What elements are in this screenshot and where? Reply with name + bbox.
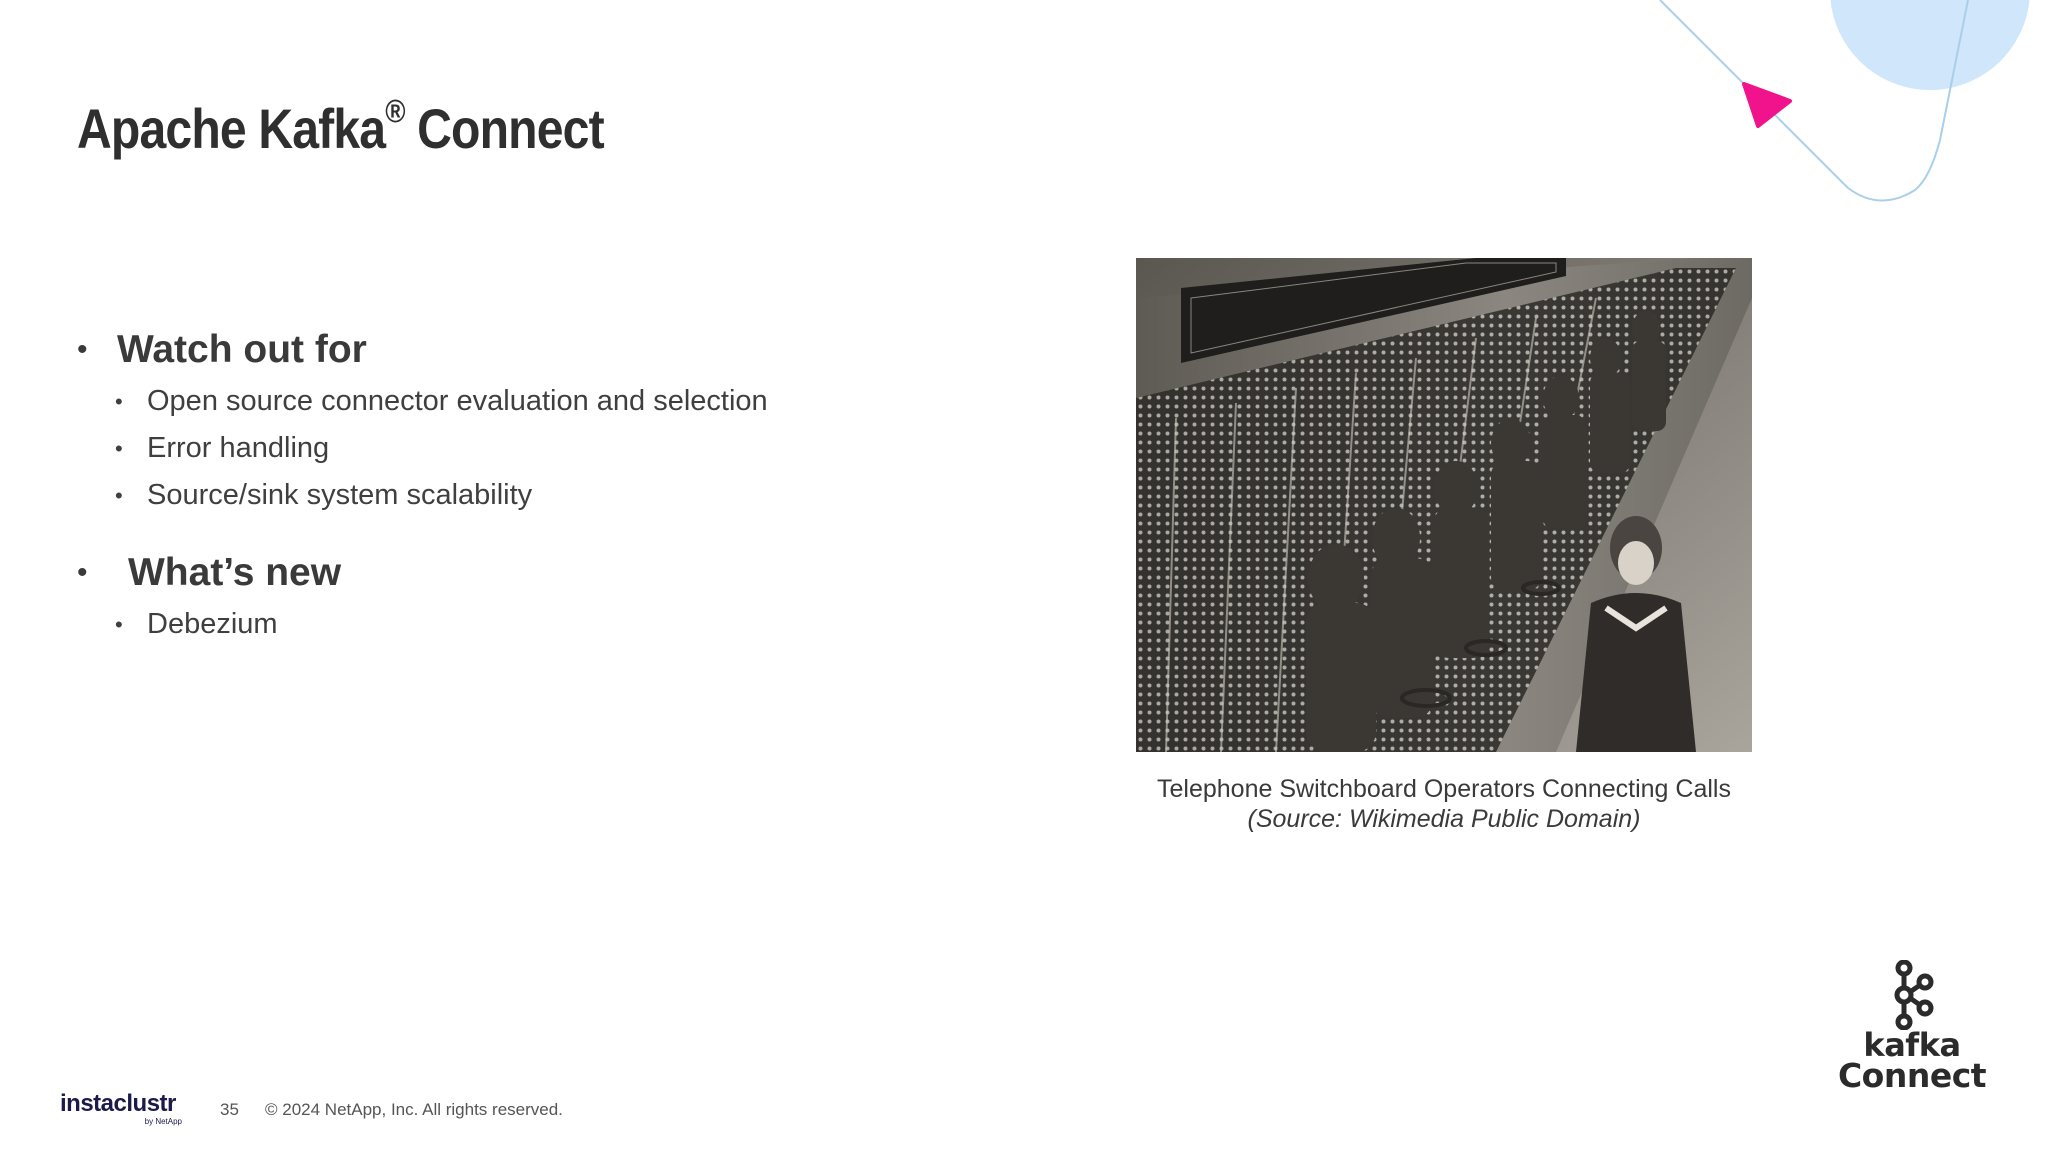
bullet-list (77, 322, 977, 648)
kafka-wordmark: kafka (1863, 1026, 1961, 1064)
kafka-nodes-icon (1889, 960, 1935, 1030)
switchboard-illustration (1136, 258, 1752, 752)
sub-bullet-list (77, 601, 977, 648)
switchboard-photo (1136, 258, 1752, 752)
sub-bullet-list (77, 378, 977, 519)
bullet-dot: • (115, 483, 123, 508)
logo-wordmark: instaclustr (60, 1090, 176, 1117)
page-title (77, 93, 604, 161)
page-number: 35 (220, 1100, 239, 1119)
bullet-whats-new (77, 545, 977, 601)
registered-mark: ® (385, 93, 405, 130)
kafka-connect-logo (1832, 960, 1992, 1110)
bullet-dot: • (77, 333, 88, 366)
caption-source: (Source: Wikimedia Public Domain) (1247, 805, 1641, 833)
light-blue-circle (1830, 0, 2030, 90)
image-caption (1136, 774, 1752, 834)
bullet-dot: • (115, 436, 123, 461)
list-item-text: Error handling (147, 432, 330, 464)
caption-title: Telephone Switchboard Operators Connecting Calls (1157, 775, 1731, 803)
list-item (77, 425, 977, 472)
title-text: Apache Kafka (77, 97, 386, 160)
play-triangle-icon (1744, 84, 1790, 126)
instaclustr-logo (60, 1092, 186, 1128)
list-item-text: Source/sink system scalability (147, 479, 533, 511)
list-item (77, 472, 977, 519)
list-item (77, 601, 977, 648)
bullet-dot: • (115, 389, 123, 414)
list-item (77, 378, 977, 425)
bullet-dot: • (115, 612, 123, 637)
list-item-text: Debezium (147, 608, 278, 640)
copyright-text: © 2024 NetApp, Inc. All rights reserved. (265, 1100, 563, 1119)
bullet-watch-out (77, 322, 977, 378)
list-item-text: Open source connector evaluation and selection (147, 385, 768, 417)
logo-subtext: by NetApp (144, 1117, 182, 1126)
title-text-rest: Connect (404, 97, 604, 160)
connect-wordmark: Connect (1837, 1056, 1987, 1095)
bullet-dot: • (77, 556, 88, 589)
decorative-line (1660, 0, 1968, 201)
bullet-heading: Watch out for (117, 328, 367, 371)
bullet-heading: What’s new (128, 551, 342, 594)
